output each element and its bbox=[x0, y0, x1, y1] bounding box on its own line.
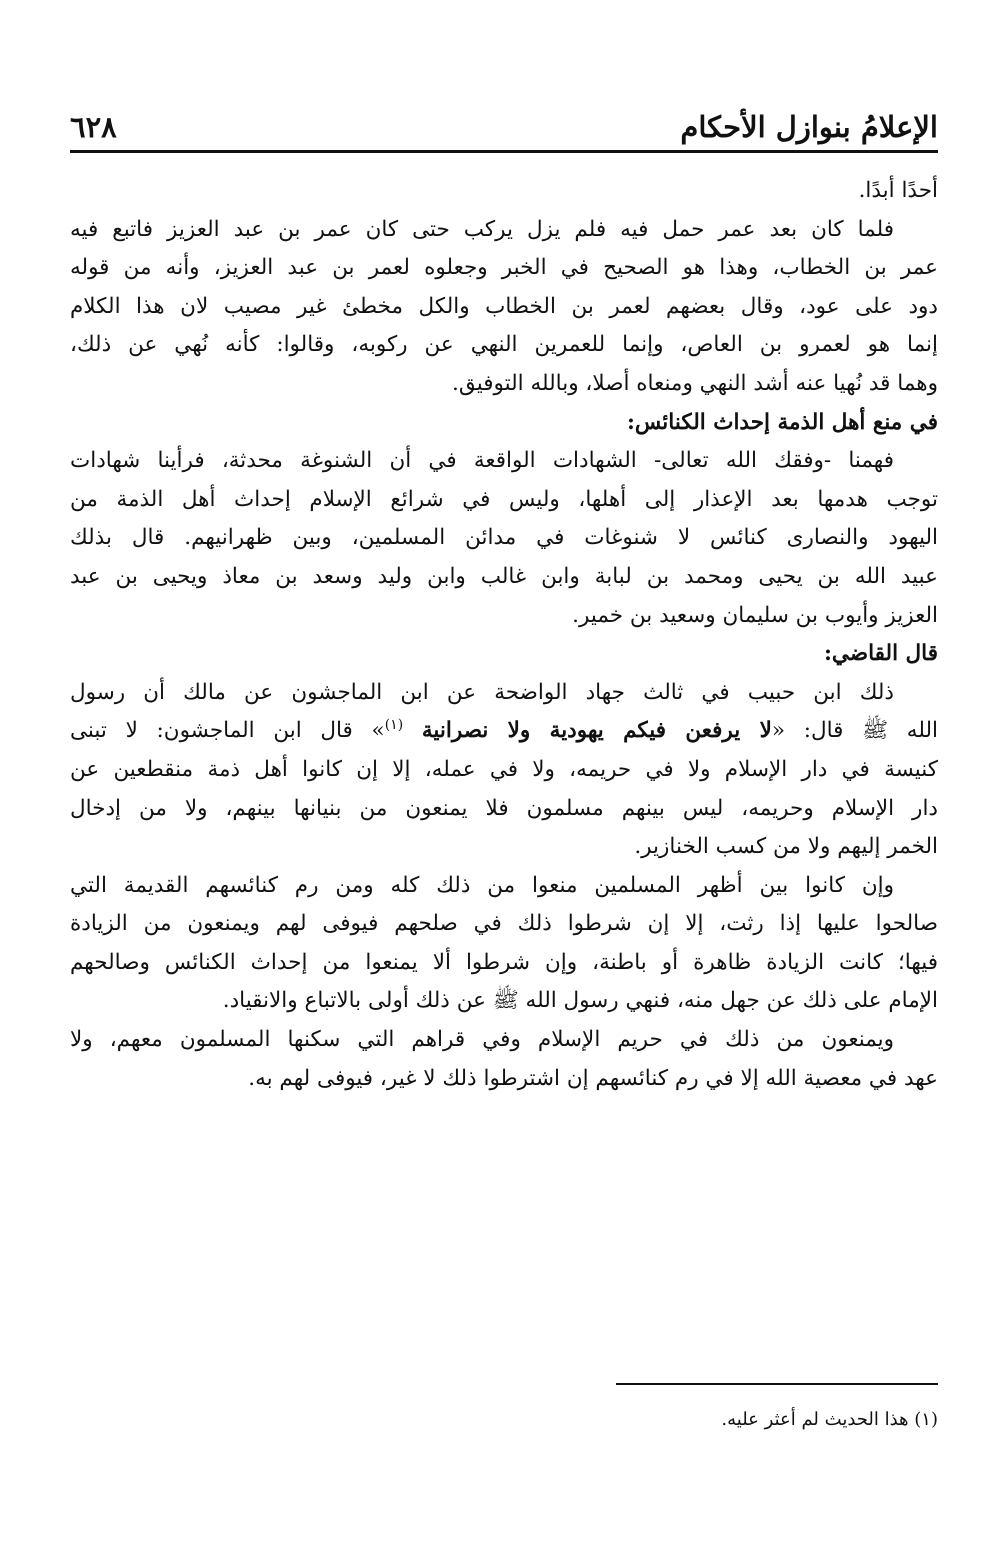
hadith-text: لا يرفعن فيكم يهودية ولا نصرانية bbox=[421, 718, 772, 744]
text-body bbox=[70, 172, 938, 1098]
section-heading: قال القاضي: bbox=[824, 641, 938, 667]
text-line: فلما كان بعد عمر حمل فيه فلم يزل يركب حتى كان عمر بن عبد العزيز فاتبع فيه bbox=[70, 216, 894, 242]
text-line: فهمنا -وفقك الله تعالى- الشهادات الواقعة في أن الشنوغة محدثة، فرأينا شهادات bbox=[70, 448, 894, 474]
text-line: اليهود والنصارى كنائس لا شنوغات في مدائن المسلمين، وبين ظهرانيهم. قال بذلك bbox=[70, 525, 938, 551]
text-line: توجب هدمها بعد الإعذار إلى أهلها، وليس في شرائع الإسلام إحداث أهل الذمة من bbox=[70, 486, 938, 512]
text-line: كنيسة في دار الإسلام ولا في حريمه، ولا في عمله، إلا إن كانوا أهل ذمة منقطعين عن bbox=[70, 756, 938, 782]
text-line: ذلك ابن حبيب في ثالث جهاد الواضحة عن ابن الماجشون عن مالك أن رسول bbox=[70, 679, 894, 705]
book-title: الإعلامُ بنوازل الأحكام bbox=[680, 110, 938, 144]
text-line: العزيز وأيوب بن سليمان وسعيد بن خمير. bbox=[572, 602, 938, 628]
text-line: عهد في معصية الله إلا في رم كنائسهم إن اشترطوا ذلك لا غير، فيوفى لهم به. bbox=[248, 1065, 938, 1091]
text-line: عبيد الله بن يحيى ومحمد بن لبابة وابن غالب وابن وليد وسعد بن معاذ ويحيى بن عبد bbox=[70, 563, 938, 589]
running-header bbox=[70, 98, 938, 153]
text-line: دود على عود، وقال بعضهم لعمر بن الخطاب والكل مخطئ غير مصيب لان هذا الكلام bbox=[70, 293, 938, 319]
hadith-line-end: » قال ابن الماجشون: لا تبنى bbox=[70, 718, 385, 744]
section-heading: في منع أهل الذمة إحداث الكنائس: bbox=[626, 409, 938, 435]
page-number: ٦٢٨ bbox=[70, 110, 117, 144]
footnote-divider bbox=[616, 1383, 938, 1385]
text-line: الإمام على ذلك عن جهل منه، فنهي رسول الله ﷺ عن ذلك أولى بالاتباع والانقياد. bbox=[222, 988, 938, 1014]
text-line: ويمنعون من ذلك في حريم الإسلام وفي قراهم التي سكنها المسلمون معهم، ولا bbox=[70, 1027, 894, 1053]
footnote-marker[interactable]: (١) bbox=[384, 717, 404, 734]
hadith-line-start: الله ﷺ قال: « bbox=[771, 718, 938, 744]
text-line: الخمر إليهم ولا من كسب الخنازير. bbox=[634, 834, 938, 860]
text-line: إنما هو لعمرو بن العاص، وإنما للعمرين النهي عن ركوبه، وقالوا: كأنه نُهي عن ذلك، bbox=[70, 332, 938, 358]
text-line: دار الإسلام وحريمه، ليس بينهم مسلمون فلا يمنعون من بنيانها بينهم، ولا من إدخال bbox=[70, 795, 938, 821]
hadith-line bbox=[70, 712, 938, 751]
text-line: فيها؛ كانت الزيادة ظاهرة أو باطنة، وإن شرطوا ألا يمنعوا من إحداث الكنائس وصالحهم bbox=[70, 949, 938, 975]
text-line: عمر بن الخطاب، وهذا هو الصحيح في الخبر وجعلوه لعمر بن عبد العزيز، وأنه من قوله bbox=[70, 255, 938, 281]
text-line: صالحوا عليها إذا رثت، إلا إن شرطوا ذلك في صلحهم فيوفى لهم ويمنعون من الزيادة bbox=[70, 911, 938, 937]
text-line: وهما قد نُهيا عنه أشد النهي ومنعاه أصلا، وبالله التوفيق. bbox=[452, 370, 938, 396]
text-line: أحدًا أبدًا. bbox=[858, 178, 938, 203]
document-page bbox=[70, 0, 938, 1548]
footnote: (١) هذا الحديث لم أعثر عليه. bbox=[721, 1409, 938, 1430]
text-line: وإن كانوا بين أظهر المسلمين منعوا من ذلك كله ومن رم كنائسهم القديمة التي bbox=[70, 872, 894, 898]
